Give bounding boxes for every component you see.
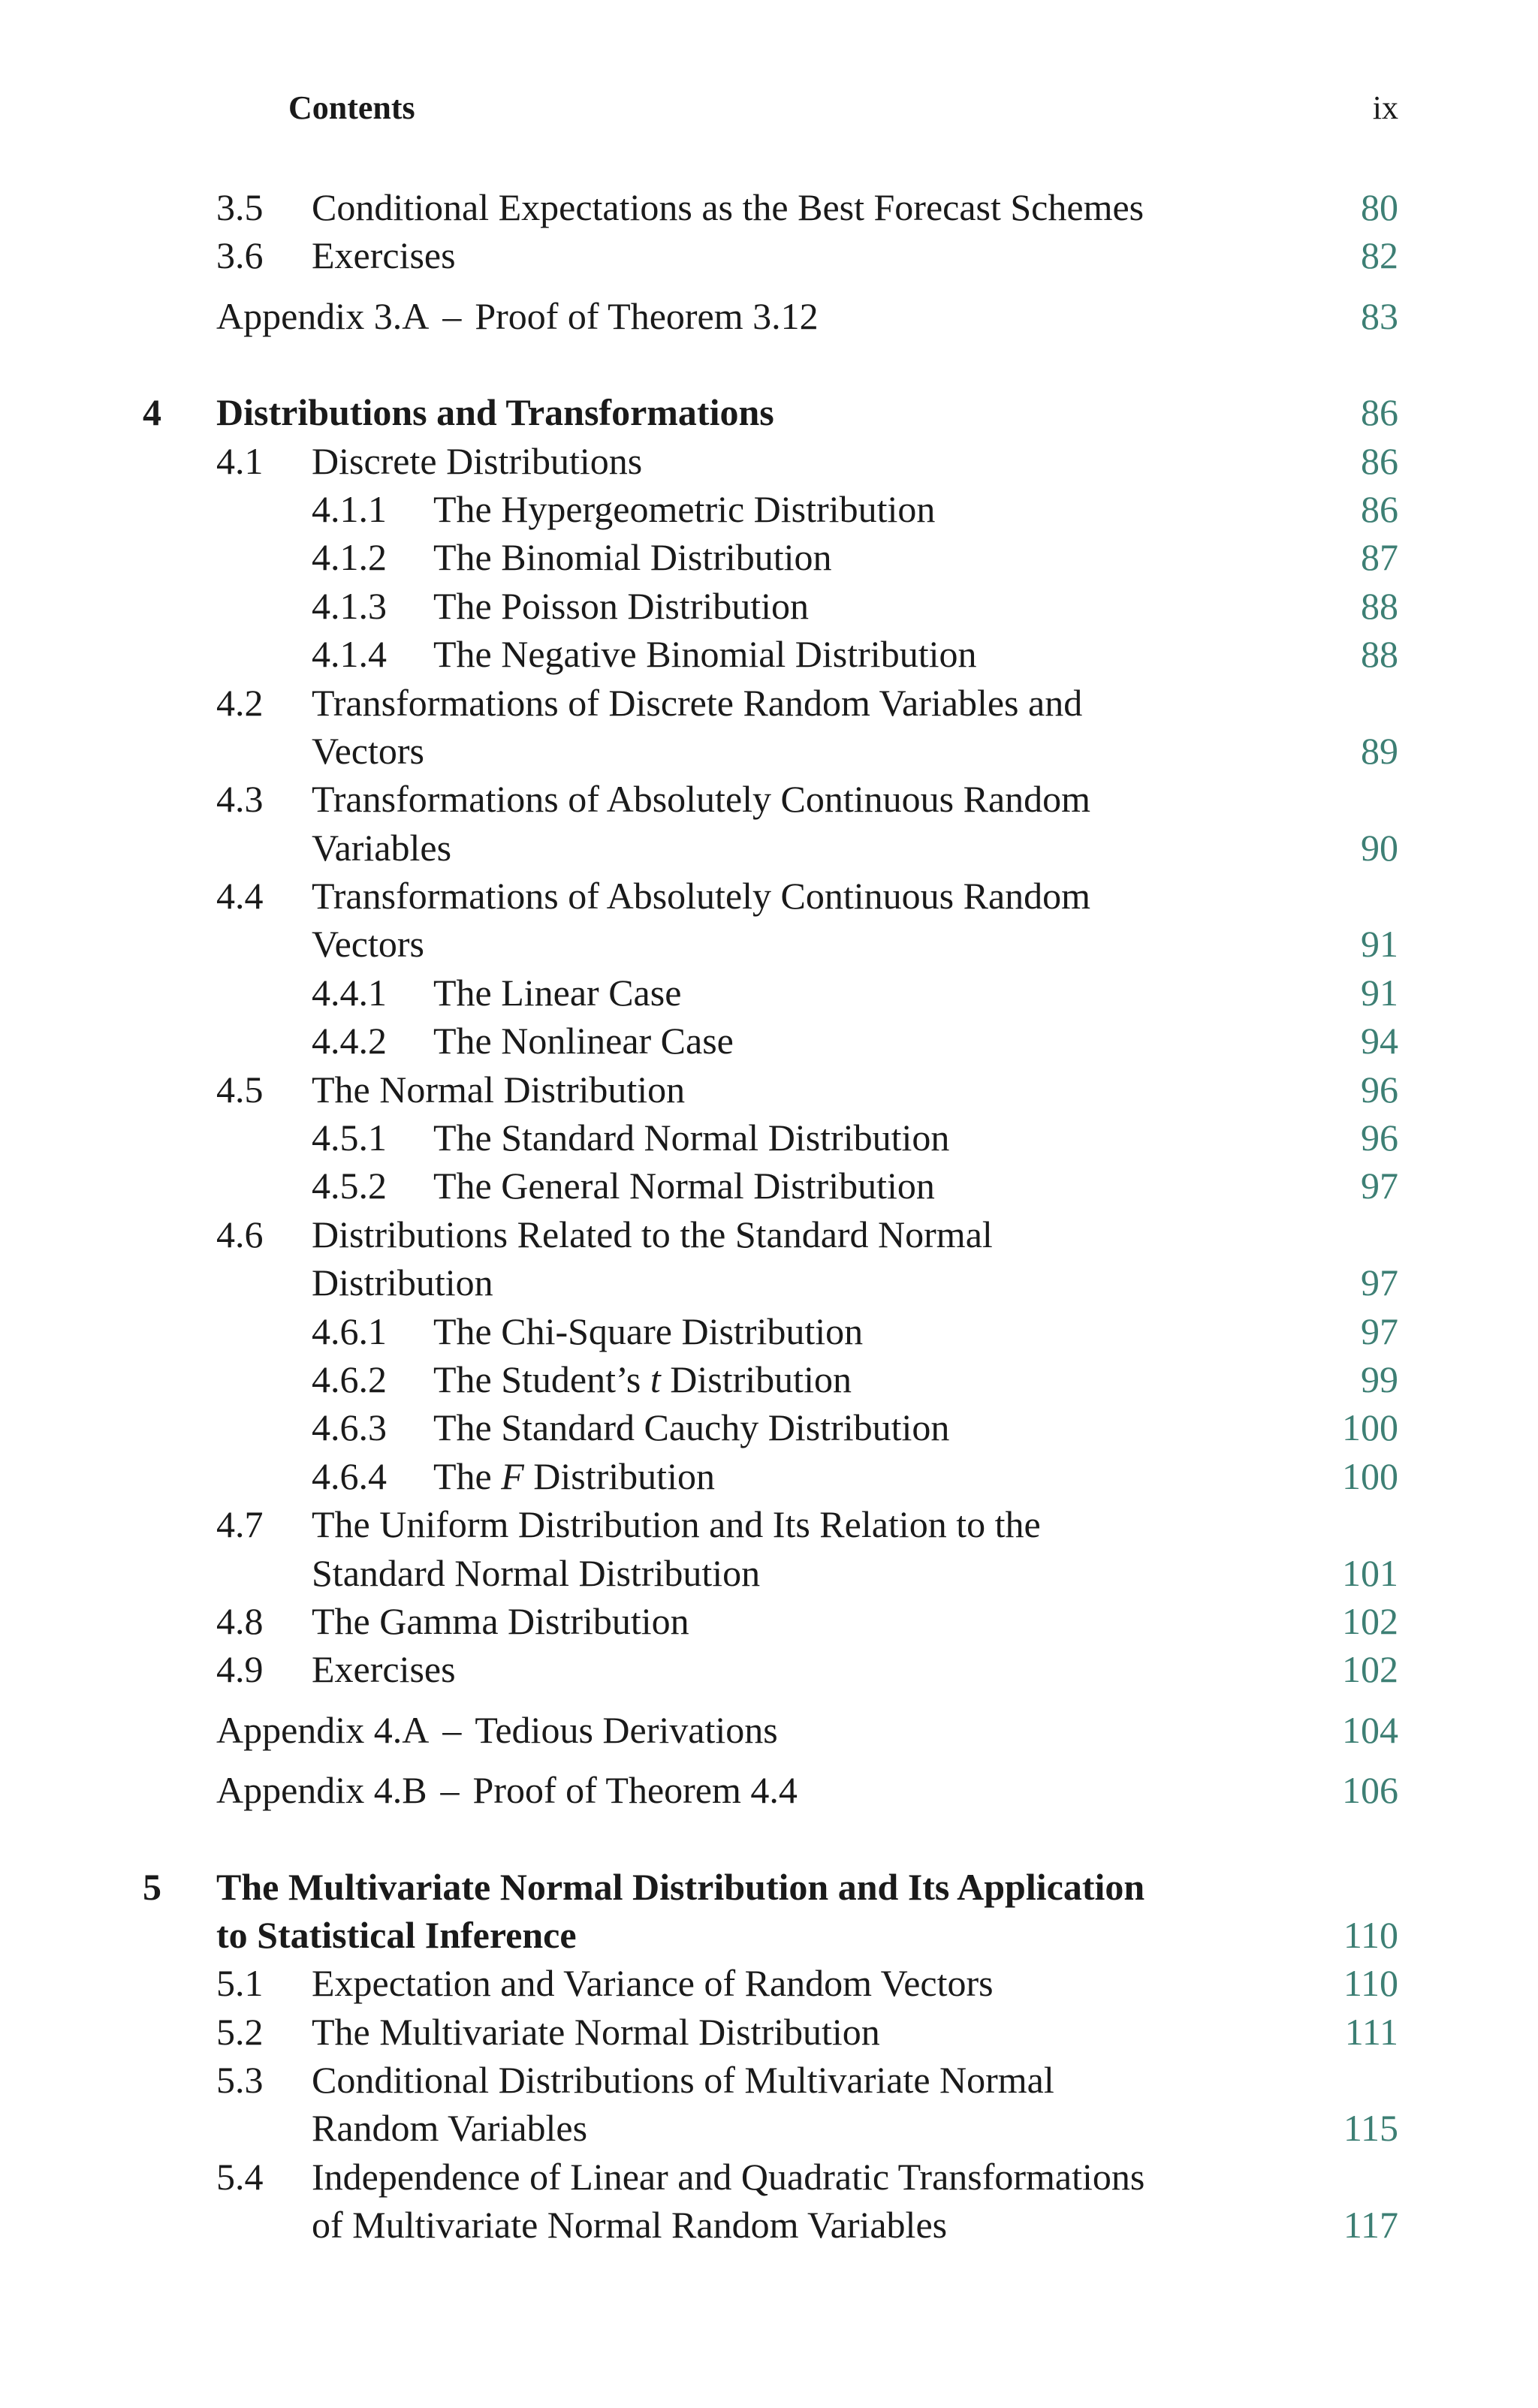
section-number: 5.4 bbox=[216, 2155, 264, 2198]
subsection-title: The Linear Case bbox=[433, 971, 682, 1014]
section-title: The Normal Distribution bbox=[312, 1068, 686, 1111]
subsection-number: 4.1.4 bbox=[312, 633, 387, 676]
toc-entry-4-5-2[interactable] bbox=[0, 1162, 1538, 1210]
section-title: Transformations of Discrete Random Variables and bbox=[312, 681, 1083, 724]
subsection-number: 4.6.1 bbox=[312, 1309, 387, 1352]
page-number[interactable]: 99 bbox=[1361, 1358, 1398, 1400]
page-number[interactable]: 101 bbox=[1342, 1551, 1398, 1594]
toc-entry-appendix-3-a[interactable] bbox=[0, 292, 1538, 340]
page-number[interactable]: 86 bbox=[1361, 439, 1398, 482]
section-title-continuation: Distribution bbox=[312, 1261, 493, 1304]
section-title: Transformations of Absolutely Continuous Random bbox=[312, 778, 1091, 821]
section-number: 4.8 bbox=[216, 1599, 264, 1642]
section-title: The Multivariate Normal Distribution bbox=[312, 2010, 880, 2053]
table-of-contents bbox=[0, 183, 1538, 2250]
title-suffix: Distribution bbox=[523, 1454, 715, 1497]
section-number: 4.9 bbox=[216, 1648, 264, 1691]
toc-entry-4-4-continuation[interactable] bbox=[0, 920, 1538, 968]
toc-entry-4-9[interactable] bbox=[0, 1645, 1538, 1693]
section-title: Independence of Linear and Quadratic Transformations bbox=[312, 2155, 1145, 2198]
page-number[interactable]: 104 bbox=[1342, 1708, 1398, 1751]
page-number[interactable]: 83 bbox=[1361, 294, 1398, 337]
section-title: Conditional Distributions of Multivariate Normal bbox=[312, 2059, 1054, 2102]
toc-entry-4-4[interactable] bbox=[0, 872, 1538, 920]
appendix-name: Tedious Derivations bbox=[475, 1708, 778, 1751]
page-number[interactable]: 91 bbox=[1361, 923, 1398, 966]
toc-entry-5-4-continuation[interactable] bbox=[0, 2201, 1538, 2249]
subsection-title: The Negative Binomial Distribution bbox=[433, 633, 977, 676]
page-number[interactable]: 110 bbox=[1343, 1962, 1398, 2005]
page-number[interactable]: 100 bbox=[1342, 1454, 1398, 1497]
page-number[interactable]: 117 bbox=[1343, 2204, 1398, 2247]
section-title: Discrete Distributions bbox=[312, 439, 643, 482]
appendix-name: Proof of Theorem 3.12 bbox=[475, 294, 819, 337]
section-title-continuation: Vectors bbox=[312, 923, 424, 966]
section-number: 3.5 bbox=[216, 186, 264, 228]
chapter-number: 5 bbox=[143, 1865, 161, 1908]
section-title: Transformations of Absolutely Continuous Random bbox=[312, 875, 1091, 918]
appendix-dash: – bbox=[442, 1708, 462, 1751]
page-number[interactable]: 94 bbox=[1361, 1020, 1398, 1062]
appendix-title bbox=[216, 1766, 798, 1814]
section-title: Exercises bbox=[312, 1648, 456, 1691]
toc-entry-4-6-4[interactable] bbox=[0, 1452, 1538, 1500]
toc-entry-4-8[interactable] bbox=[0, 1597, 1538, 1645]
appendix-dash: – bbox=[440, 1769, 460, 1812]
subsection-number: 4.6.2 bbox=[312, 1358, 387, 1400]
section-title: Expectation and Variance of Random Vectors bbox=[312, 1962, 994, 2005]
toc-entry-5-3-continuation[interactable] bbox=[0, 2104, 1538, 2152]
toc-entry-4-4-1[interactable] bbox=[0, 969, 1538, 1017]
page-number[interactable]: 89 bbox=[1361, 729, 1398, 772]
toc-entry-4-1-2[interactable] bbox=[0, 533, 1538, 581]
section-title: Exercises bbox=[312, 234, 456, 277]
title-suffix: Distribution bbox=[660, 1358, 852, 1400]
appendix-title bbox=[216, 1706, 778, 1754]
section-number: 4.1 bbox=[216, 439, 264, 482]
toc-entry-4-4-2[interactable] bbox=[0, 1017, 1538, 1065]
section-number: 4.2 bbox=[216, 681, 264, 724]
page-number[interactable]: 102 bbox=[1342, 1648, 1398, 1691]
page-number[interactable]: 86 bbox=[1361, 391, 1398, 434]
toc-entry-4-6-1[interactable] bbox=[0, 1307, 1538, 1355]
section-title-continuation: Vectors bbox=[312, 729, 424, 772]
section-title-continuation: of Multivariate Normal Random Variables bbox=[312, 2204, 948, 2247]
toc-entry-chapter-4[interactable] bbox=[0, 388, 1538, 436]
section-number: 4.5 bbox=[216, 1068, 264, 1111]
page-number[interactable]: 88 bbox=[1361, 584, 1398, 627]
toc-entry-4-6[interactable] bbox=[0, 1210, 1538, 1258]
section-title: The Gamma Distribution bbox=[312, 1599, 689, 1642]
toc-entry-3-6[interactable] bbox=[0, 231, 1538, 279]
chapter-number: 4 bbox=[143, 391, 161, 434]
appendix-label: Appendix 4.B bbox=[216, 1769, 427, 1812]
toc-entry-4-6-3[interactable] bbox=[0, 1403, 1538, 1451]
page-number[interactable]: 90 bbox=[1361, 826, 1398, 869]
toc-entry-4-5[interactable] bbox=[0, 1065, 1538, 1114]
toc-entry-5-2[interactable] bbox=[0, 2008, 1538, 2056]
toc-entry-appendix-4-b[interactable] bbox=[0, 1766, 1538, 1814]
section-number: 4.3 bbox=[216, 778, 264, 821]
page-number[interactable]: 97 bbox=[1361, 1165, 1398, 1207]
toc-entry-3-5[interactable] bbox=[0, 183, 1538, 231]
subsection-title: The Poisson Distribution bbox=[433, 584, 810, 627]
chapter-title-continuation: to Statistical Inference bbox=[216, 1913, 577, 1956]
subsection-title: The Standard Cauchy Distribution bbox=[433, 1406, 950, 1449]
title-italic-symbol: t bbox=[650, 1358, 661, 1400]
page-number[interactable]: 96 bbox=[1361, 1117, 1398, 1159]
toc-entry-4-7-continuation[interactable] bbox=[0, 1549, 1538, 1597]
section-title: Conditional Expectations as the Best Forecast Schemes bbox=[312, 186, 1144, 228]
toc-entry-4-1-1[interactable] bbox=[0, 485, 1538, 533]
subsection-title: The Hypergeometric Distribution bbox=[433, 487, 936, 530]
subsection-number: 4.1.2 bbox=[312, 536, 387, 579]
appendix-label: Appendix 3.A bbox=[216, 294, 430, 337]
toc-entry-4-1-4[interactable] bbox=[0, 630, 1538, 678]
toc-entry-chapter-5[interactable] bbox=[0, 1863, 1538, 1911]
toc-entry-4-3[interactable] bbox=[0, 775, 1538, 823]
title-prefix: The bbox=[433, 1454, 502, 1497]
section-number: 4.4 bbox=[216, 875, 264, 918]
toc-entry-4-6-2[interactable] bbox=[0, 1355, 1538, 1403]
page-number[interactable]: 80 bbox=[1361, 186, 1398, 228]
subsection-number: 4.6.4 bbox=[312, 1454, 387, 1497]
page-number[interactable]: 91 bbox=[1361, 971, 1398, 1014]
page-number[interactable]: 87 bbox=[1361, 536, 1398, 579]
section-title: The Uniform Distribution and Its Relation to the bbox=[312, 1503, 1041, 1546]
page-number[interactable]: 100 bbox=[1342, 1406, 1398, 1449]
subsection-title bbox=[433, 1452, 715, 1500]
toc-entry-4-3-continuation[interactable] bbox=[0, 824, 1538, 872]
section-number: 5.1 bbox=[216, 1962, 264, 2005]
toc-entry-4-2-continuation[interactable] bbox=[0, 727, 1538, 775]
toc-entry-4-5-1[interactable] bbox=[0, 1114, 1538, 1162]
toc-entry-4-1-3[interactable] bbox=[0, 582, 1538, 630]
page-number[interactable]: 97 bbox=[1361, 1261, 1398, 1304]
page-number[interactable]: 102 bbox=[1342, 1599, 1398, 1642]
subsection-number: 4.1.3 bbox=[312, 584, 387, 627]
appendix-label: Appendix 4.A bbox=[216, 1708, 430, 1751]
section-number: 5.3 bbox=[216, 2059, 264, 2102]
subsection-number: 4.6.3 bbox=[312, 1406, 387, 1449]
subsection-title: The General Normal Distribution bbox=[433, 1165, 935, 1207]
chapter-title: Distributions and Transformations bbox=[216, 391, 774, 434]
appendix-name: Proof of Theorem 4.4 bbox=[472, 1769, 798, 1812]
toc-entry-5-3[interactable] bbox=[0, 2056, 1538, 2104]
toc-entry-4-7[interactable] bbox=[0, 1500, 1538, 1548]
title-prefix: The Student’s bbox=[433, 1358, 650, 1400]
section-number: 5.2 bbox=[216, 2010, 264, 2053]
running-header-page-number: ix bbox=[1372, 89, 1398, 126]
subsection-title: The Binomial Distribution bbox=[433, 536, 832, 579]
page-number[interactable]: 97 bbox=[1361, 1309, 1398, 1352]
appendix-dash: – bbox=[442, 294, 462, 337]
subsection-title: The Standard Normal Distribution bbox=[433, 1117, 950, 1159]
toc-entry-appendix-4-a[interactable] bbox=[0, 1706, 1538, 1754]
toc-entry-4-2[interactable] bbox=[0, 679, 1538, 727]
subsection-number: 4.1.1 bbox=[312, 487, 387, 530]
page-number[interactable]: 115 bbox=[1343, 2107, 1398, 2150]
page-number[interactable]: 111 bbox=[1344, 2010, 1398, 2053]
page-number[interactable]: 106 bbox=[1342, 1769, 1398, 1812]
section-number: 4.6 bbox=[216, 1213, 264, 1255]
toc-entry-chapter-5-continuation[interactable] bbox=[0, 1911, 1538, 1959]
subsection-title: The Chi-Square Distribution bbox=[433, 1309, 864, 1352]
toc-entry-4-1[interactable] bbox=[0, 437, 1538, 485]
section-title: Distributions Related to the Standard Normal bbox=[312, 1213, 993, 1255]
page-number[interactable]: 96 bbox=[1361, 1068, 1398, 1111]
page-number[interactable]: 88 bbox=[1361, 633, 1398, 676]
appendix-title bbox=[216, 292, 819, 340]
section-title-continuation: Random Variables bbox=[312, 2107, 588, 2150]
subsection-number: 4.5.2 bbox=[312, 1165, 387, 1207]
section-title-continuation: Variables bbox=[312, 826, 452, 869]
page-number[interactable]: 82 bbox=[1361, 234, 1398, 277]
subsection-title bbox=[433, 1355, 852, 1403]
section-title-continuation: Standard Normal Distribution bbox=[312, 1551, 761, 1594]
subsection-number: 4.4.2 bbox=[312, 1020, 387, 1062]
title-italic-symbol: F bbox=[501, 1454, 524, 1497]
subsection-number: 4.5.1 bbox=[312, 1117, 387, 1159]
toc-entry-5-1[interactable] bbox=[0, 1959, 1538, 2007]
running-header-title: Contents bbox=[288, 89, 415, 126]
page-number[interactable]: 110 bbox=[1343, 1913, 1398, 1956]
section-number: 3.6 bbox=[216, 234, 264, 277]
subsection-title: The Nonlinear Case bbox=[433, 1020, 734, 1062]
chapter-title: The Multivariate Normal Distribution and Its Application bbox=[216, 1865, 1145, 1908]
toc-entry-5-4[interactable] bbox=[0, 2153, 1538, 2201]
subsection-number: 4.4.1 bbox=[312, 971, 387, 1014]
toc-entry-4-6-continuation[interactable] bbox=[0, 1258, 1538, 1306]
section-number: 4.7 bbox=[216, 1503, 264, 1546]
page-number[interactable]: 86 bbox=[1361, 487, 1398, 530]
